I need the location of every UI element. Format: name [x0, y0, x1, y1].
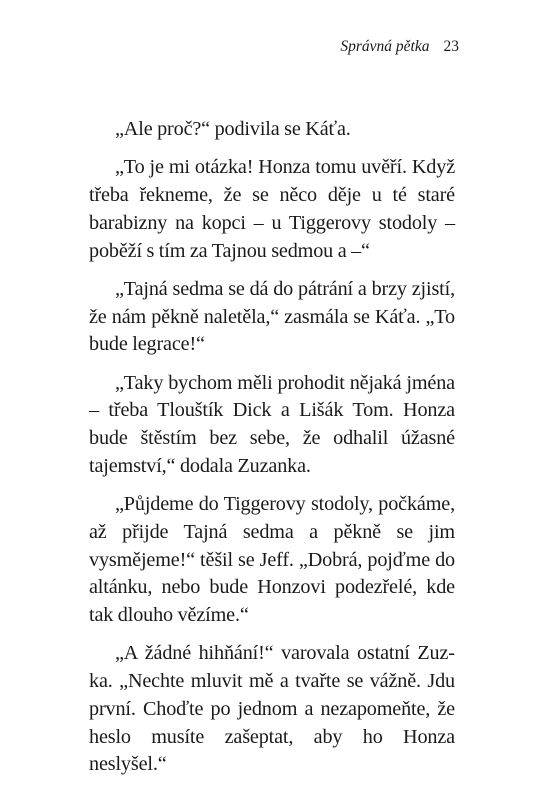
book-title: Správná pětka: [340, 38, 430, 55]
page-number: 23: [443, 38, 459, 55]
paragraph-3: „Tajná sedma se dá do pátrání a brzy zjistí, že nám pěkně naletěla,“ zasmála se Káťa. „To bude legrace!“: [89, 277, 455, 356]
paragraph-5: „Půjdeme do Tiggerovy stodoly, počkáme, až přijde Tajná sedma a pěkně se jim vysmějeme!“ těšil se Jeff. „Dobrá, pojďme do altánku, nebo bude Honzovi podezřelé, kde tak dlouho vězíme.“: [89, 493, 455, 626]
paragraph-4: „Taky bychom měli prohodit nějaká jména – třeba Tlouštík Dick a Lišák Tom. Honza bude štěstím bez sebe, že odhalil úžasné tajemství,“ dodala Zuzanka.: [89, 371, 455, 477]
running-header: [340, 38, 459, 56]
paragraph-6: „A žádné hihňání!“ varovala ostatní Zuzka. „Nechte mluvit mě a tvařte se vážně. Jdu první. Choďte po jednom a nezapomeňte, že heslo musíte zašeptat, aby ho Honza neslyšel.“: [89, 642, 455, 776]
paragraph-2: „To je mi otázka! Honza tomu uvěří. Když třeba řekneme, že se něco děje u té staré barabizny na kopci – u Tiggerovy stodoly – poběží s tím za Tajnou sedmou a –“: [89, 156, 455, 262]
body-text: [89, 116, 455, 779]
paragraph-1: „Ale proč?“ podivila se Káťa.: [115, 118, 351, 140]
